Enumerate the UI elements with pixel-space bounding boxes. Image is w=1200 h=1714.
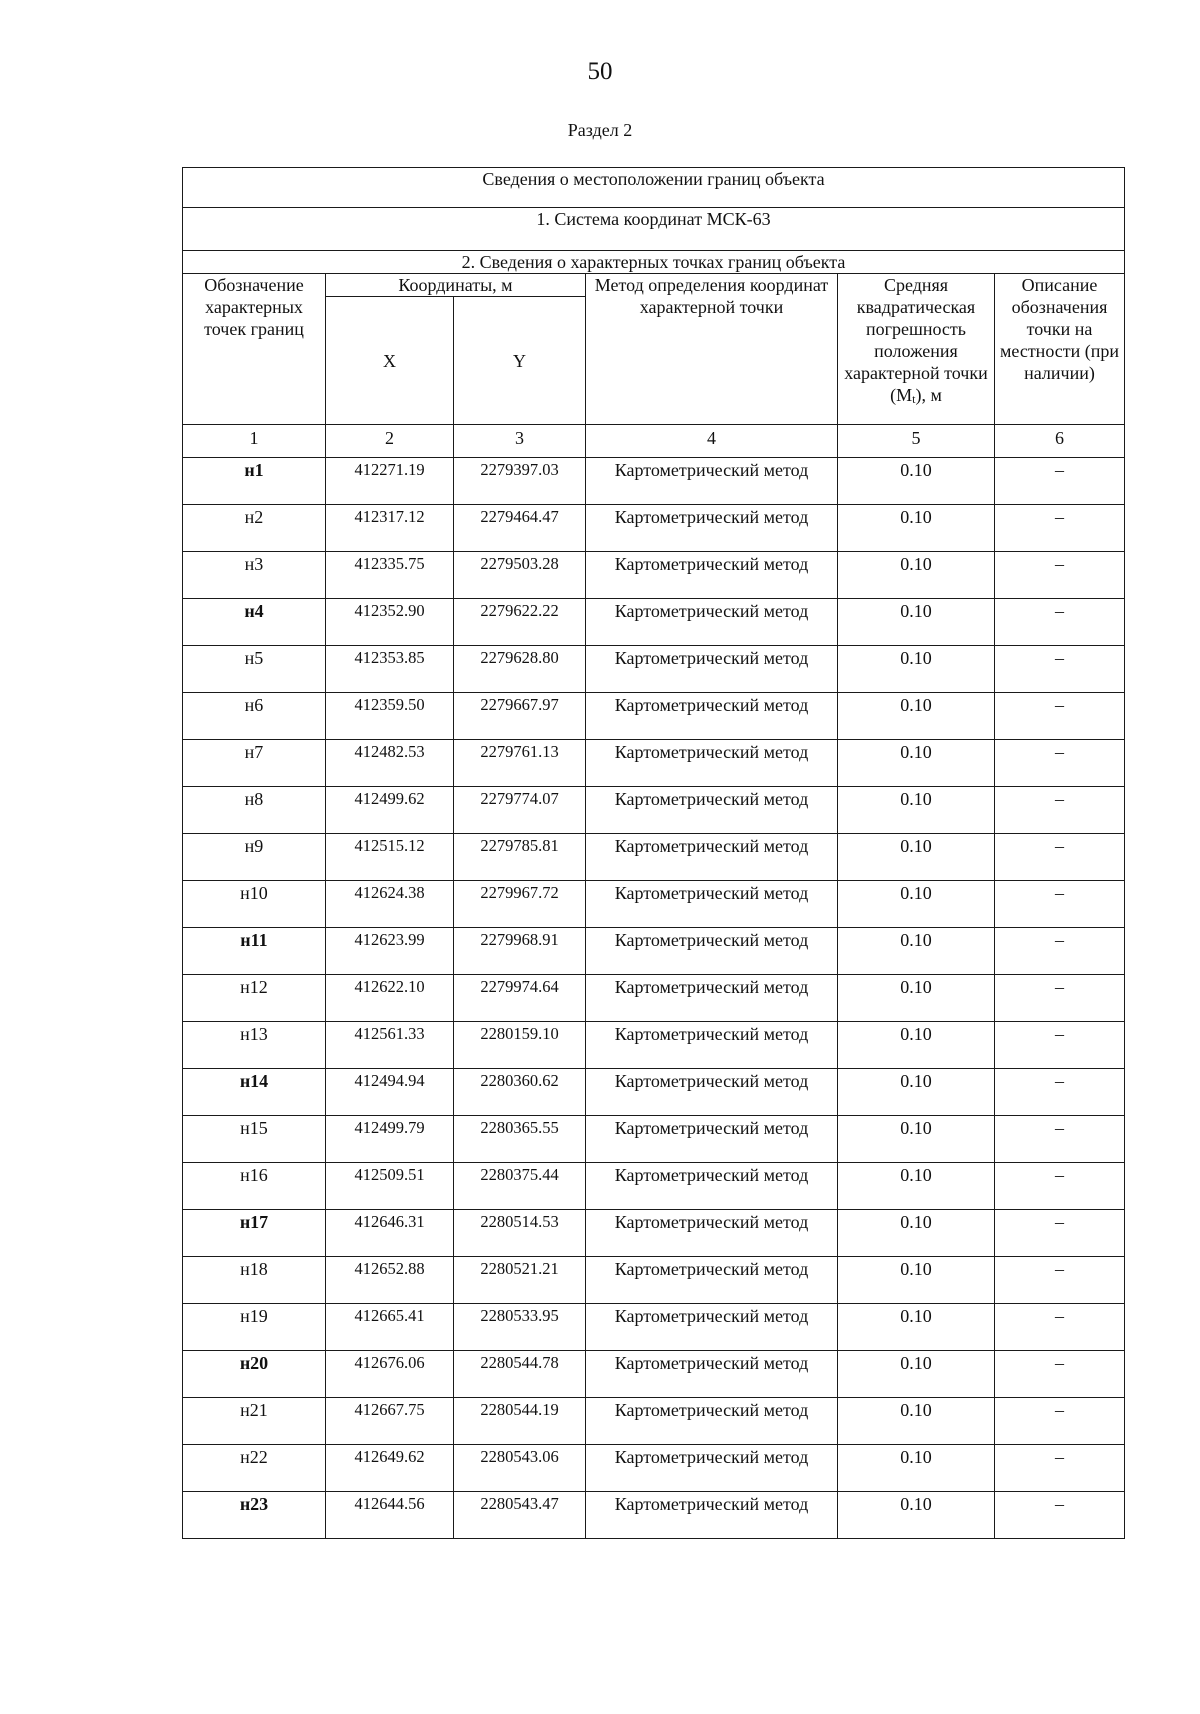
x-coordinate-cell: 412644.56 xyxy=(326,1492,454,1539)
y-coordinate-cell: 2280543.06 xyxy=(454,1445,586,1492)
x-coordinate-cell: 412624.38 xyxy=(326,881,454,928)
table-row xyxy=(183,1304,1125,1351)
column-number: 6 xyxy=(995,425,1125,458)
points-section-label: 2. Сведения о характерных точках границ объекта xyxy=(183,251,1125,274)
error-cell: 0.10 xyxy=(838,1304,995,1351)
method-cell: Картометрический метод xyxy=(586,975,838,1022)
description-cell: – xyxy=(995,1445,1125,1492)
description-cell: – xyxy=(995,1022,1125,1069)
boundary-points-table xyxy=(182,167,1125,1539)
y-coordinate-cell: 2280533.95 xyxy=(454,1304,586,1351)
description-cell: – xyxy=(995,928,1125,975)
method-cell: Картометрический метод xyxy=(586,1069,838,1116)
error-cell: 0.10 xyxy=(838,787,995,834)
description-cell: – xyxy=(995,881,1125,928)
point-cell: н5 xyxy=(183,646,326,693)
method-cell: Картометрический метод xyxy=(586,1022,838,1069)
y-coordinate-cell: 2279622.22 xyxy=(454,599,586,646)
error-cell: 0.10 xyxy=(838,693,995,740)
y-coordinate-cell: 2279968.91 xyxy=(454,928,586,975)
description-cell: – xyxy=(995,787,1125,834)
method-cell: Картометрический метод xyxy=(586,599,838,646)
point-cell: н11 xyxy=(183,928,326,975)
table-row xyxy=(183,1163,1125,1210)
error-cell: 0.10 xyxy=(838,1257,995,1304)
y-coordinate-cell: 2279503.28 xyxy=(454,552,586,599)
x-coordinate-cell: 412509.51 xyxy=(326,1163,454,1210)
point-cell: н7 xyxy=(183,740,326,787)
header-coordinates-group: Координаты, м xyxy=(326,274,586,297)
section-title: Раздел 2 xyxy=(567,120,633,140)
method-cell: Картометрический метод xyxy=(586,881,838,928)
table-row xyxy=(183,881,1125,928)
y-coordinate-cell: 2279774.07 xyxy=(454,787,586,834)
table-row xyxy=(183,458,1125,505)
method-cell: Картометрический метод xyxy=(586,1163,838,1210)
x-coordinate-cell: 412623.99 xyxy=(326,928,454,975)
description-cell: – xyxy=(995,646,1125,693)
point-cell: н9 xyxy=(183,834,326,881)
point-cell: н21 xyxy=(183,1398,326,1445)
point-cell: н16 xyxy=(183,1163,326,1210)
error-cell: 0.10 xyxy=(838,1492,995,1539)
description-cell: – xyxy=(995,975,1125,1022)
table-row xyxy=(183,740,1125,787)
error-cell: 0.10 xyxy=(838,646,995,693)
x-coordinate-cell: 412352.90 xyxy=(326,599,454,646)
x-coordinate-cell: 412359.50 xyxy=(326,693,454,740)
table-row xyxy=(183,1022,1125,1069)
table-row xyxy=(183,1445,1125,1492)
error-cell: 0.10 xyxy=(838,552,995,599)
error-cell: 0.10 xyxy=(838,881,995,928)
y-coordinate-cell: 2280514.53 xyxy=(454,1210,586,1257)
error-cell: 0.10 xyxy=(838,505,995,552)
error-cell: 0.10 xyxy=(838,740,995,787)
table-row xyxy=(183,928,1125,975)
x-coordinate-cell: 412667.75 xyxy=(326,1398,454,1445)
table-row xyxy=(183,1210,1125,1257)
table-row xyxy=(183,1116,1125,1163)
point-cell: н14 xyxy=(183,1069,326,1116)
x-coordinate-cell: 412665.41 xyxy=(326,1304,454,1351)
method-cell: Картометрический метод xyxy=(586,552,838,599)
point-cell: н18 xyxy=(183,1257,326,1304)
point-cell: н8 xyxy=(183,787,326,834)
description-cell: – xyxy=(995,1163,1125,1210)
method-cell: Картометрический метод xyxy=(586,928,838,975)
y-coordinate-cell: 2279464.47 xyxy=(454,505,586,552)
x-coordinate-cell: 412499.62 xyxy=(326,787,454,834)
table-row xyxy=(183,1351,1125,1398)
method-cell: Картометрический метод xyxy=(586,693,838,740)
header-error-unit: ), м xyxy=(915,385,942,405)
table-caption: Сведения о местоположении границ объекта xyxy=(183,168,1125,208)
point-cell: н2 xyxy=(183,505,326,552)
error-cell: 0.10 xyxy=(838,1116,995,1163)
error-cell: 0.10 xyxy=(838,928,995,975)
method-cell: Картометрический метод xyxy=(586,834,838,881)
method-cell: Картометрический метод xyxy=(586,505,838,552)
header-point-designation: Обозначение характерных точек границ xyxy=(183,274,326,425)
description-cell: – xyxy=(995,834,1125,881)
table-row xyxy=(183,834,1125,881)
table-row xyxy=(183,646,1125,693)
method-cell: Картометрический метод xyxy=(586,740,838,787)
x-coordinate-cell: 412317.12 xyxy=(326,505,454,552)
point-cell: н22 xyxy=(183,1445,326,1492)
header-error-text: Средняя квадратическая погрешность положения характерной точки (M xyxy=(844,275,988,405)
error-cell: 0.10 xyxy=(838,1163,995,1210)
method-cell: Картометрический метод xyxy=(586,1492,838,1539)
point-cell: н1 xyxy=(183,458,326,505)
description-cell: – xyxy=(995,505,1125,552)
x-coordinate-cell: 412353.85 xyxy=(326,646,454,693)
header-error xyxy=(838,274,995,425)
method-cell: Картометрический метод xyxy=(586,1445,838,1492)
column-number: 5 xyxy=(838,425,995,458)
x-coordinate-cell: 412499.79 xyxy=(326,1116,454,1163)
description-cell: – xyxy=(995,1492,1125,1539)
description-cell: – xyxy=(995,599,1125,646)
error-cell: 0.10 xyxy=(838,1398,995,1445)
description-cell: – xyxy=(995,552,1125,599)
table-row xyxy=(183,787,1125,834)
method-cell: Картометрический метод xyxy=(586,1304,838,1351)
table-row xyxy=(183,1492,1125,1539)
y-coordinate-cell: 2279967.72 xyxy=(454,881,586,928)
error-cell: 0.10 xyxy=(838,1351,995,1398)
error-cell: 0.10 xyxy=(838,975,995,1022)
error-cell: 0.10 xyxy=(838,1210,995,1257)
method-cell: Картометрический метод xyxy=(586,1351,838,1398)
description-cell: – xyxy=(995,1398,1125,1445)
y-coordinate-cell: 2279785.81 xyxy=(454,834,586,881)
y-coordinate-cell: 2280365.55 xyxy=(454,1116,586,1163)
description-cell: – xyxy=(995,1304,1125,1351)
point-cell: н17 xyxy=(183,1210,326,1257)
table-row xyxy=(183,1069,1125,1116)
description-cell: – xyxy=(995,1210,1125,1257)
error-cell: 0.10 xyxy=(838,834,995,881)
point-cell: н23 xyxy=(183,1492,326,1539)
method-cell: Картометрический метод xyxy=(586,787,838,834)
x-coordinate-cell: 412676.06 xyxy=(326,1351,454,1398)
error-cell: 0.10 xyxy=(838,1445,995,1492)
table-row xyxy=(183,599,1125,646)
y-coordinate-cell: 2279397.03 xyxy=(454,458,586,505)
y-coordinate-cell: 2279974.64 xyxy=(454,975,586,1022)
table-row xyxy=(183,693,1125,740)
error-cell: 0.10 xyxy=(838,599,995,646)
table-row xyxy=(183,1257,1125,1304)
y-coordinate-cell: 2280360.62 xyxy=(454,1069,586,1116)
description-cell: – xyxy=(995,693,1125,740)
coordinate-system: 1. Система координат МСК-63 xyxy=(183,208,1125,251)
point-cell: н13 xyxy=(183,1022,326,1069)
table-row xyxy=(183,975,1125,1022)
y-coordinate-cell: 2279628.80 xyxy=(454,646,586,693)
x-coordinate-cell: 412652.88 xyxy=(326,1257,454,1304)
x-coordinate-cell: 412561.33 xyxy=(326,1022,454,1069)
point-cell: н6 xyxy=(183,693,326,740)
method-cell: Картометрический метод xyxy=(586,1398,838,1445)
table-row xyxy=(183,505,1125,552)
method-cell: Картометрический метод xyxy=(586,1210,838,1257)
y-coordinate-cell: 2280375.44 xyxy=(454,1163,586,1210)
column-number: 1 xyxy=(183,425,326,458)
description-cell: – xyxy=(995,1257,1125,1304)
point-cell: н12 xyxy=(183,975,326,1022)
description-cell: – xyxy=(995,458,1125,505)
header-method: Метод определения координат характерной точки xyxy=(586,274,838,425)
y-coordinate-cell: 2279761.13 xyxy=(454,740,586,787)
header-x: X xyxy=(326,297,454,425)
point-cell: н4 xyxy=(183,599,326,646)
column-number: 2 xyxy=(326,425,454,458)
error-cell: 0.10 xyxy=(838,1022,995,1069)
x-coordinate-cell: 412646.31 xyxy=(326,1210,454,1257)
page-number: 50 xyxy=(587,58,613,85)
x-coordinate-cell: 412271.19 xyxy=(326,458,454,505)
point-cell: н3 xyxy=(183,552,326,599)
x-coordinate-cell: 412494.94 xyxy=(326,1069,454,1116)
method-cell: Картометрический метод xyxy=(586,1257,838,1304)
description-cell: – xyxy=(995,1116,1125,1163)
point-cell: н10 xyxy=(183,881,326,928)
x-coordinate-cell: 412482.53 xyxy=(326,740,454,787)
point-cell: н20 xyxy=(183,1351,326,1398)
y-coordinate-cell: 2280543.47 xyxy=(454,1492,586,1539)
description-cell: – xyxy=(995,1351,1125,1398)
column-number: 3 xyxy=(454,425,586,458)
x-coordinate-cell: 412649.62 xyxy=(326,1445,454,1492)
header-y: Y xyxy=(454,297,586,425)
header-description: Описание обозначения точки на местности (при наличии) xyxy=(995,274,1125,425)
x-coordinate-cell: 412622.10 xyxy=(326,975,454,1022)
header-error-subscript: t xyxy=(912,392,916,406)
method-cell: Картометрический метод xyxy=(586,458,838,505)
error-cell: 0.10 xyxy=(838,458,995,505)
y-coordinate-cell: 2280544.19 xyxy=(454,1398,586,1445)
point-cell: н19 xyxy=(183,1304,326,1351)
column-number: 4 xyxy=(586,425,838,458)
description-cell: – xyxy=(995,1069,1125,1116)
point-cell: н15 xyxy=(183,1116,326,1163)
y-coordinate-cell: 2280521.21 xyxy=(454,1257,586,1304)
description-cell: – xyxy=(995,740,1125,787)
method-cell: Картометрический метод xyxy=(586,646,838,693)
error-cell: 0.10 xyxy=(838,1069,995,1116)
y-coordinate-cell: 2279667.97 xyxy=(454,693,586,740)
x-coordinate-cell: 412335.75 xyxy=(326,552,454,599)
y-coordinate-cell: 2280544.78 xyxy=(454,1351,586,1398)
y-coordinate-cell: 2280159.10 xyxy=(454,1022,586,1069)
table-row xyxy=(183,552,1125,599)
table-row xyxy=(183,1398,1125,1445)
x-coordinate-cell: 412515.12 xyxy=(326,834,454,881)
method-cell: Картометрический метод xyxy=(586,1116,838,1163)
